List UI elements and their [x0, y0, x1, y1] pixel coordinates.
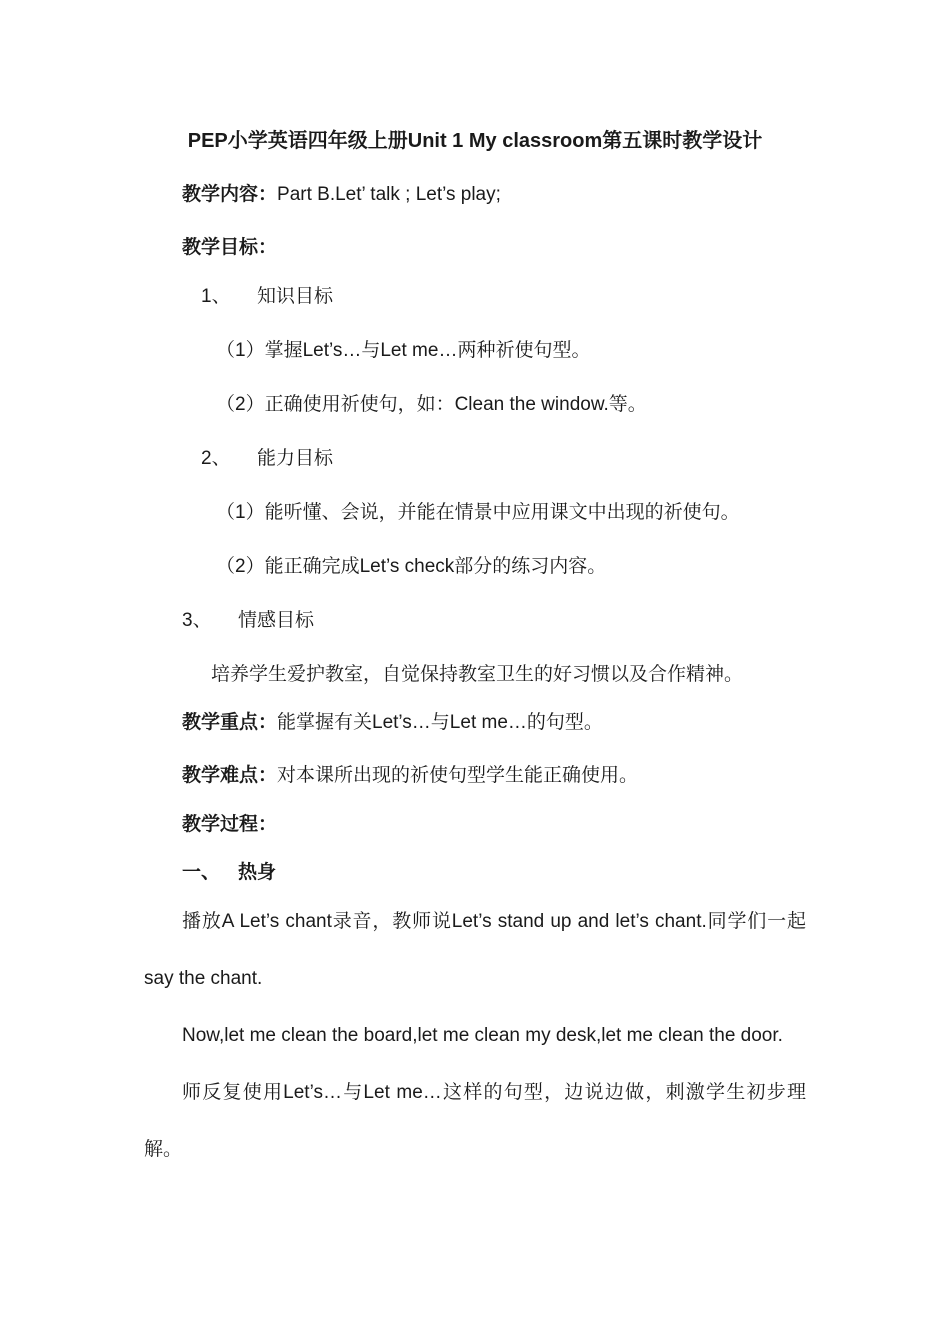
key-point-text: 能掌握有关Let’s…与Let me…的句型。 [277, 712, 603, 733]
objective-item: （2）能正确完成Let’s check部分的练习内容。 [216, 556, 607, 577]
objective-number: 1、 [201, 286, 231, 307]
process-label: 教学过程： [182, 814, 278, 835]
key-point [182, 710, 603, 736]
key-point-label: 教学重点： [182, 712, 278, 733]
step-number: 一、 [182, 862, 221, 883]
process-paragraph: 播放A Let’s chant录音，教师说Let’s stand up and let’s chant.同学们一起say the chant. [144, 911, 806, 989]
objective-heading-2 [201, 446, 333, 472]
objective-heading-text: 能力目标 [257, 448, 334, 469]
objective-item: （1）掌握Let’s…与Let me…两种祈使句型。 [216, 340, 591, 361]
teaching-objectives-label: 教学目标： [182, 237, 278, 258]
difficult-point-text: 对本课所出现的祈使句型学生能正确使用。 [277, 765, 639, 786]
teaching-content [182, 182, 501, 208]
objective-heading-1 [201, 284, 333, 310]
difficult-point [182, 763, 638, 789]
objective-heading-text: 情感目标 [238, 610, 315, 631]
difficult-point-label: 教学难点： [182, 765, 278, 786]
page-title: PEP小学英语四年级上册Unit 1 My classroom第五课时教学设计 [187, 130, 763, 152]
step-heading [182, 860, 276, 886]
process-paragraph: Now,let me clean the board,let me clean my desk,let me clean the door. [182, 1025, 783, 1046]
process-paragraph: 师反复使用Let’s…与Let me…这样的句型，边说边做，刺激学生初步理解。 [144, 1082, 806, 1160]
objective-number: 3、 [182, 610, 212, 631]
objective-item: （2）正确使用祈使句，如：Clean the window.等。 [216, 394, 647, 415]
objective-item: （1）能听懂、会说，并能在情景中应用课文中出现的祈使句。 [216, 502, 740, 523]
objective-item: 培养学生爱护教室，自觉保持教室卫生的好习惯以及合作精神。 [211, 664, 744, 685]
step-heading-text: 热身 [238, 862, 277, 883]
objective-number: 2、 [201, 448, 231, 469]
objective-heading-text: 知识目标 [257, 286, 334, 307]
teaching-content-text: Part B.Let’ talk ; Let’s play; [277, 184, 501, 205]
objective-heading-3 [182, 608, 314, 634]
process-paragraphs [144, 893, 806, 1178]
teaching-content-label: 教学内容： [182, 184, 278, 205]
